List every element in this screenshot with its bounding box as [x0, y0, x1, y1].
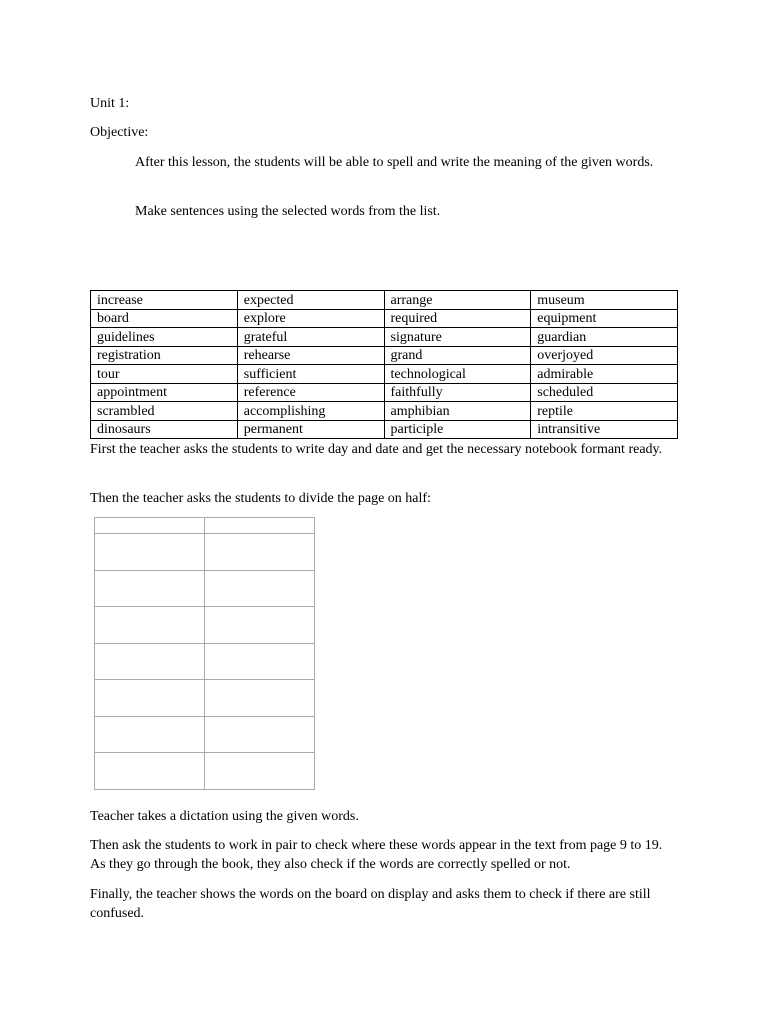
objective-label: Objective:	[90, 125, 149, 140]
table-cell: faithfully	[384, 383, 531, 402]
table-cell: expected	[237, 291, 384, 310]
vocabulary-table	[90, 290, 678, 439]
table-cell: sufficient	[237, 365, 384, 384]
table-cell: intransitive	[531, 420, 678, 439]
table-cell: participle	[384, 420, 531, 439]
blank-cell	[205, 643, 315, 680]
table-row	[91, 420, 678, 439]
blank-cell	[95, 518, 205, 534]
table-cell: accomplishing	[237, 402, 384, 421]
instruction-paragraph: First the teacher asks the students to write day and date and get the necessary notebook formant ready.	[90, 442, 663, 457]
blank-cell	[205, 570, 315, 607]
table-row	[91, 346, 678, 365]
instruction-paragraph: Then the teacher asks the students to divide the page on half:	[90, 491, 431, 506]
table-row	[95, 518, 315, 534]
table-cell: museum	[531, 291, 678, 310]
blank-cell	[95, 716, 205, 753]
table-cell: dinosaurs	[91, 420, 238, 439]
table-cell: signature	[384, 328, 531, 347]
table-cell: required	[384, 309, 531, 328]
table-cell: guardian	[531, 328, 678, 347]
blank-cell	[205, 518, 315, 534]
blank-cell	[205, 716, 315, 753]
table-cell: appointment	[91, 383, 238, 402]
table-cell: overjoyed	[531, 346, 678, 365]
blank-cell	[95, 607, 205, 644]
table-row	[95, 716, 315, 753]
table-cell: grateful	[237, 328, 384, 347]
table-cell: scheduled	[531, 383, 678, 402]
blank-cell	[205, 607, 315, 644]
table-cell: explore	[237, 309, 384, 328]
table-cell: equipment	[531, 309, 678, 328]
blank-cell	[95, 753, 205, 790]
table-cell: increase	[91, 291, 238, 310]
table-cell: board	[91, 309, 238, 328]
blank-cell	[205, 534, 315, 571]
table-cell: arrange	[384, 291, 531, 310]
table-row	[91, 328, 678, 347]
instruction-paragraph: Finally, the teacher shows the words on the board on display and asks them to check if there are still confused.	[90, 887, 651, 921]
objective-item: After this lesson, the students will be able to spell and write the meaning of the given words.	[135, 155, 654, 170]
table-cell: reptile	[531, 402, 678, 421]
objective-item: Make sentences using the selected words from the list.	[135, 204, 441, 219]
blank-cell	[205, 680, 315, 717]
blank-cell	[95, 534, 205, 571]
unit-heading: Unit 1:	[90, 96, 130, 111]
table-cell: grand	[384, 346, 531, 365]
blank-cell	[95, 680, 205, 717]
table-row	[91, 402, 678, 421]
table-row	[95, 570, 315, 607]
table-row	[95, 643, 315, 680]
blank-cell	[205, 753, 315, 790]
table-cell: guidelines	[91, 328, 238, 347]
table-cell: rehearse	[237, 346, 384, 365]
table-cell: reference	[237, 383, 384, 402]
table-row	[95, 680, 315, 717]
table-cell: permanent	[237, 420, 384, 439]
blank-two-column-table	[94, 517, 315, 790]
table-row	[91, 291, 678, 310]
table-cell: tour	[91, 365, 238, 384]
table-cell: admirable	[531, 365, 678, 384]
table-row	[91, 309, 678, 328]
table-cell: amphibian	[384, 402, 531, 421]
table-cell: scrambled	[91, 402, 238, 421]
table-row	[95, 534, 315, 571]
table-row	[91, 383, 678, 402]
instruction-paragraph: Then ask the students to work in pair to check where these words appear in the text from page 9 to 19. As they go through the book, they also check if the words are correctly spelled or not.	[90, 838, 663, 872]
table-cell: technological	[384, 365, 531, 384]
table-row	[95, 607, 315, 644]
table-row	[95, 753, 315, 790]
blank-cell	[95, 643, 205, 680]
instruction-paragraph: Teacher takes a dictation using the given words.	[90, 809, 359, 824]
table-cell: registration	[91, 346, 238, 365]
table-row	[91, 365, 678, 384]
blank-cell	[95, 570, 205, 607]
